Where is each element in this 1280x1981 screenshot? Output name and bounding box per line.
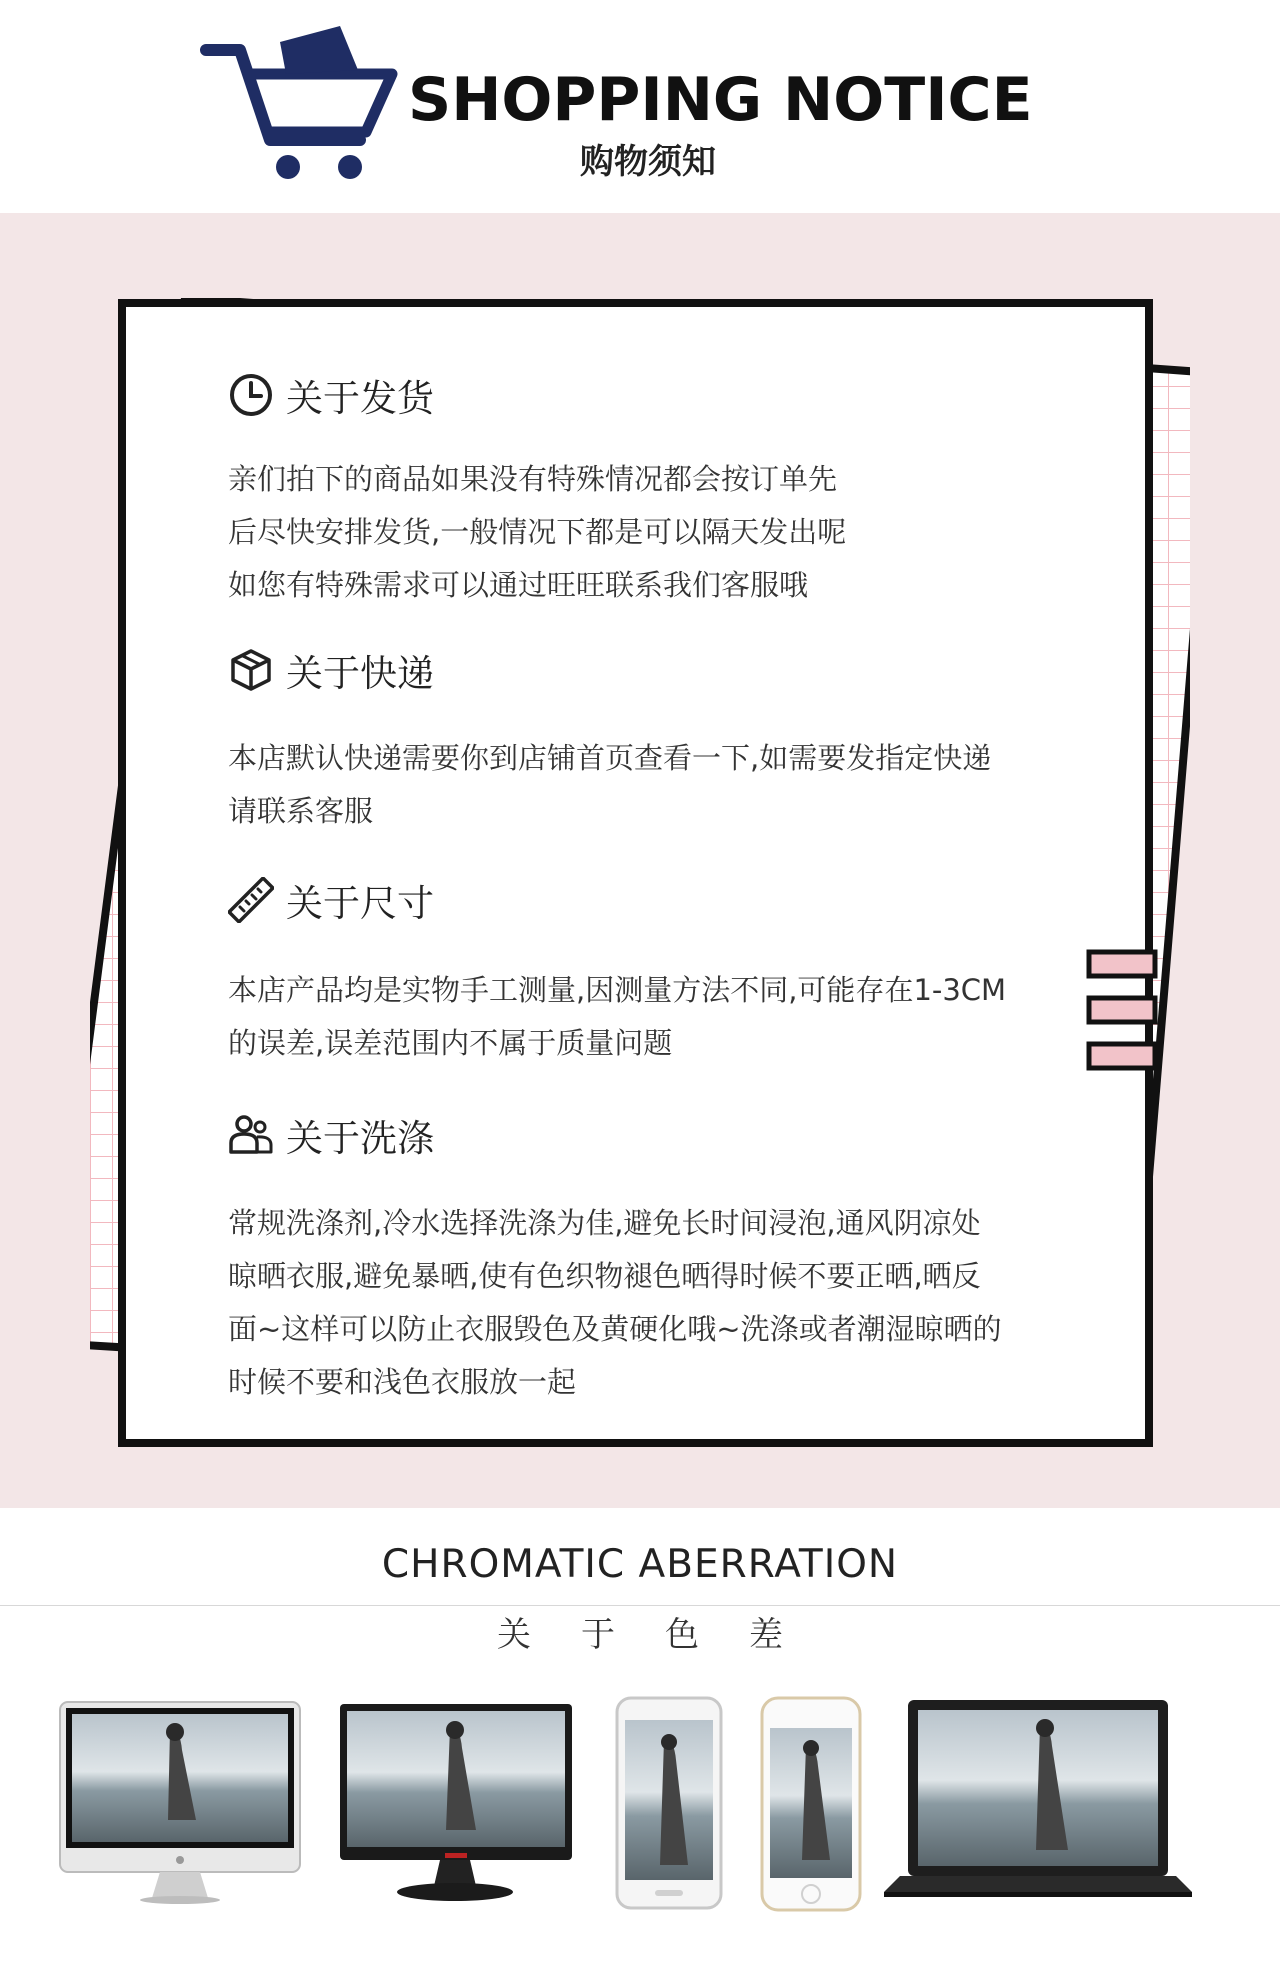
section-washing xyxy=(228,1107,1048,1409)
section-shipping xyxy=(228,367,1048,612)
body-line: 后尽快安排发货,一般情况下都是可以隔天发出呢 xyxy=(228,515,847,549)
body-line: 亲们拍下的商品如果没有特殊情况都会按订单先 xyxy=(228,462,838,496)
imac-desktop-icon xyxy=(60,1702,300,1904)
clock-icon xyxy=(228,372,274,418)
section-heading: 关于快递 xyxy=(286,652,434,695)
section-heading: 关于发货 xyxy=(286,377,434,420)
header-subtitle: 购物须知 xyxy=(580,142,716,182)
laptop-icon xyxy=(884,1700,1192,1897)
body-line: 时候不要和浅色衣服放一起 xyxy=(228,1365,577,1399)
section-heading: 关于尺寸 xyxy=(286,882,434,925)
android-phone-icon xyxy=(617,1698,721,1908)
body-line: 常规洗涤剂,冷水选择洗涤为佳,避免长时间浸泡,通风阴凉处 xyxy=(228,1206,981,1240)
chromatic-title: CHROMATIC ABERRATION xyxy=(381,1542,899,1587)
side-tabs xyxy=(1085,948,1160,1088)
washing-people-icon xyxy=(228,1112,274,1158)
header xyxy=(0,0,1280,213)
header-title: SHOPPING NOTICE xyxy=(408,65,1033,135)
notice-card xyxy=(118,299,1153,1447)
body-line: 请联系客服 xyxy=(228,794,374,828)
body-line: 本店默认快递需要你到店铺首页查看一下,如需要发指定快递 xyxy=(228,741,992,775)
section-size xyxy=(228,872,1048,1070)
body-line: 晾晒衣服,避免暴晒,使有色织物褪色晒得时候不要正晒,晒反 xyxy=(228,1259,981,1293)
section-heading: 关于洗涤 xyxy=(286,1117,434,1160)
section-express xyxy=(228,642,1048,838)
body-line: 如您有特殊需求可以通过旺旺联系我们客服哦 xyxy=(228,568,809,602)
body-line: 本店产品均是实物手工测量,因测量方法不同,可能存在1-3CM xyxy=(228,973,1007,1007)
chromatic-subtitle: 关于色差 xyxy=(497,1615,833,1655)
shopping-cart-icon xyxy=(200,22,400,187)
device-lineup xyxy=(0,1690,1280,1940)
lcd-monitor-icon xyxy=(340,1704,572,1901)
body-line: 的误差,误差范围内不属于质量问题 xyxy=(228,1026,673,1060)
ruler-icon xyxy=(228,877,274,923)
package-box-icon xyxy=(228,647,274,693)
iphone-icon xyxy=(762,1698,860,1910)
notice-area xyxy=(0,213,1280,1508)
body-line: 面~这样可以防止衣服毁色及黄硬化哦~洗涤或者潮湿晾晒的 xyxy=(228,1312,1002,1346)
divider xyxy=(0,1605,1280,1606)
